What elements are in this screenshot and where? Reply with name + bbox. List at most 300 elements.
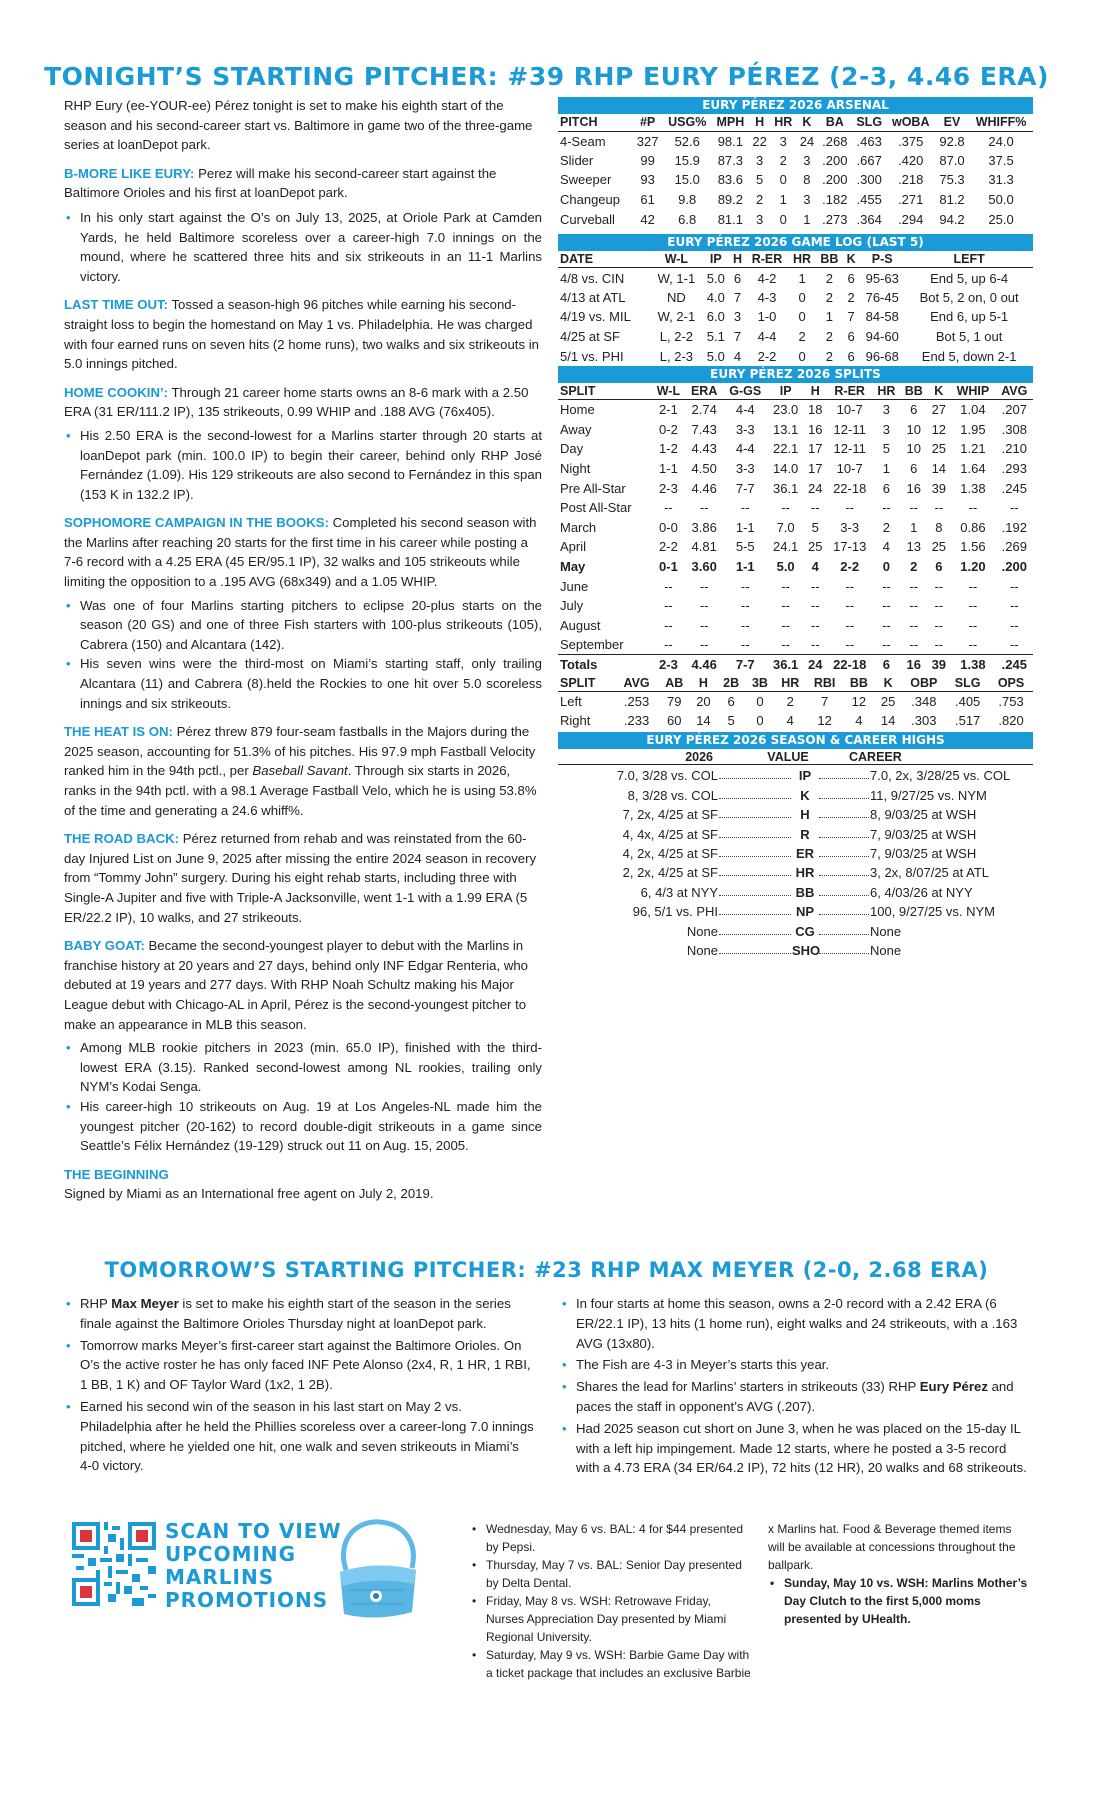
table-cell: Night (560, 461, 591, 477)
table-row (558, 439, 1033, 459)
table-cell: 2 (882, 519, 891, 535)
table-cell: .192 (1001, 519, 1027, 535)
table-cell: -- (934, 500, 944, 516)
table-cell: 14 (696, 713, 711, 729)
table-cell: Day (560, 441, 584, 457)
table-row (558, 131, 1033, 151)
table-cell: 2-3 (659, 480, 678, 496)
column-header: MPH (712, 114, 749, 131)
table-cell: 25 (931, 441, 947, 457)
table-cell: -- (664, 617, 673, 633)
splits-table (558, 383, 1033, 674)
table-cell: July (560, 598, 584, 614)
note-bullet: • Was one of four Marlins starting pitchers to eclipse 20-plus starts on the season (20 GS) and one of three Fish starters with 100-plus strikeouts (105), Cabrera (150) and Alcantara (142). (64, 596, 542, 655)
table-cell: 4 (882, 539, 891, 555)
table-cell: 22-18 (833, 480, 867, 496)
season-high: None (686, 942, 718, 958)
table-cell: 87.3 (717, 152, 744, 168)
table-row (558, 596, 1033, 616)
table-cell: 42 (640, 211, 655, 227)
table-cell: 3 (779, 133, 787, 149)
table-row (558, 190, 1033, 210)
table-cell: 4-4 (757, 329, 777, 345)
career-high: 8, 9/03/25 at WSH (870, 807, 977, 823)
table-cell: -- (845, 598, 855, 614)
table-cell: 15.0 (674, 172, 700, 188)
table-cell: W, 1-1 (657, 270, 696, 286)
tomorrow-bullet: • Shares the lead for Marlins’ starters in strikeouts (33) RHP Eury Pérez and paces the staff in opponent’s AVG (.207). (560, 1377, 1030, 1417)
column-header: 2B (717, 674, 746, 691)
table-cell: 92.8 (939, 133, 965, 149)
table-cell: .375 (898, 133, 924, 149)
table-header-row (558, 383, 1033, 400)
leader-dots (719, 825, 791, 838)
table-cell: .420 (898, 152, 924, 168)
table-cell: 2 (786, 693, 794, 709)
table-cell: 87.0 (939, 152, 965, 168)
table-cell: 1.95 (960, 421, 986, 437)
table-cell: 24 (807, 480, 823, 496)
table-cell: 4 (786, 713, 794, 729)
table-cell: 25 (807, 539, 823, 555)
stat-label: IP (798, 768, 812, 784)
table-cell: .364 (856, 211, 882, 227)
promo-item-continued[interactable]: x Marlins hat. Food & Beverage themed items will be available at concessions throughout the ballpark. (768, 1522, 1016, 1572)
table-cell: 76-45 (865, 289, 899, 305)
table-cell: .269 (1001, 539, 1027, 555)
table-cell: 4.43 (691, 441, 717, 457)
leader-dots (719, 844, 791, 857)
stat-label: H (800, 807, 810, 823)
tomorrow-notes-left (64, 1294, 534, 1478)
table-cell: 7 (733, 329, 742, 345)
table-cell: 1 (798, 270, 806, 286)
table-cell: -- (699, 617, 709, 633)
column-header: LEFT (905, 251, 1033, 268)
column-header: W-L (651, 251, 702, 268)
highs-row (558, 786, 1033, 805)
table-cell: 327 (636, 133, 659, 149)
career-high: 6, 4/03/26 at NYY (870, 884, 973, 900)
stat-label: SHO (792, 942, 821, 958)
table-cell: 6.8 (678, 211, 697, 227)
table-cell: -- (740, 578, 750, 594)
table-cell: -- (810, 598, 820, 614)
promo-item[interactable]: • Thursday, May 7 vs. BAL: Senior Day presented by Delta Dental. (470, 1556, 752, 1592)
table-cell: 12 (817, 713, 832, 729)
promo-item[interactable]: • Wednesday, May 6 vs. BAL: 4 for $44 presented by Pepsi. (470, 1520, 752, 1556)
column-header: OBP (901, 674, 946, 691)
column-header: 3B (746, 674, 775, 691)
table-cell: 17 (807, 461, 823, 477)
table-cell: 1.38 (960, 480, 986, 496)
table-cell: 4-Seam (560, 133, 606, 149)
tomorrow-title: TOMORROW’S STARTING PITCHER: #23 RHP MAX MEYER (2-0, 2.68 ERA) (104, 1258, 989, 1282)
table-cell: 7.43 (691, 421, 717, 437)
table-cell: -- (1009, 578, 1019, 594)
table-cell: -- (934, 637, 944, 653)
table-cell: 0 (779, 211, 787, 227)
table-cell: 6 (910, 402, 918, 418)
table-cell: 25 (880, 693, 896, 709)
table-row (558, 400, 1033, 420)
table-cell: W, 2-1 (657, 309, 696, 325)
table-cell: .667 (856, 152, 882, 168)
table-cell: .210 (1001, 441, 1027, 457)
column-header: G-GS (723, 383, 768, 400)
table-cell: 3 (803, 192, 811, 208)
table-cell: .348 (911, 693, 937, 709)
table-cell: 1.21 (960, 441, 986, 457)
table-cell: 81.1 (717, 211, 744, 227)
table-cell: -- (810, 578, 820, 594)
table-cell: .308 (1001, 421, 1027, 437)
leader-dots (819, 805, 869, 818)
highs-row (558, 766, 1033, 785)
table-row (558, 307, 1033, 327)
table-cell: -- (699, 598, 709, 614)
promotions-right (768, 1520, 1028, 1628)
table-cell: 4 (855, 713, 863, 729)
table-cell: 1 (803, 211, 811, 227)
table-cell: .233 (623, 713, 650, 729)
table-cell: 5.1 (706, 329, 725, 345)
table-cell: 0 (798, 289, 806, 305)
table-cell: 3.60 (691, 558, 717, 574)
table-cell: 2 (756, 192, 764, 208)
leader-dots (819, 941, 869, 954)
table-row (558, 288, 1033, 308)
table-cell: .820 (998, 713, 1024, 729)
leader-dots (819, 863, 869, 876)
table-row (558, 420, 1033, 440)
table-cell: 4.46 (691, 480, 717, 496)
scan-promotions-label[interactable]: SCAN TO VIEW UPCOMING MARLINS PROMOTIONS (165, 1519, 342, 1612)
table-cell: 14 (880, 713, 896, 729)
table-cell: -- (882, 500, 891, 516)
table-cell: 2 (825, 270, 833, 286)
table-cell: 0 (798, 309, 806, 325)
column-header: PITCH (558, 114, 633, 131)
table-cell: -- (781, 500, 790, 516)
table-cell: 83.6 (717, 172, 744, 188)
stat-label: HR (795, 865, 815, 881)
table-cell: 60 (666, 713, 682, 729)
season-high: 4, 2x, 4/25 at SF (622, 846, 718, 861)
stat-label: CG (795, 923, 815, 939)
promo-item[interactable]: • Friday, May 8 vs. WSH: Retrowave Friday, Nurses Appreciation Day presented by Miami Regional University. (470, 1592, 752, 1646)
table-cell: 37.5 (988, 152, 1014, 168)
table-cell: -- (909, 637, 919, 653)
table-cell: 4-4 (735, 402, 755, 418)
table-cell: 22-18 (827, 655, 873, 675)
table-cell: 1 (882, 461, 891, 477)
table-cell: .293 (1001, 461, 1027, 477)
table-cell: 1-1 (659, 461, 678, 477)
column-header: SLG (946, 674, 989, 691)
table-cell: .463 (856, 133, 882, 149)
table-cell: 3-3 (735, 421, 755, 437)
highs-header: 2026 VALUE CAREER (558, 749, 1033, 765)
table-cell: -- (740, 598, 750, 614)
table-cell: 6.0 (706, 309, 725, 325)
table-cell: 39 (927, 655, 950, 675)
table-cell: 16 (900, 655, 927, 675)
table-cell: 24.0 (988, 133, 1014, 149)
table-cell: .200 (822, 172, 848, 188)
table-cell: 7 (820, 693, 829, 709)
table-cell: 16 (906, 480, 921, 496)
table-cell: 96-68 (865, 348, 899, 364)
table-cell: 10 (906, 441, 921, 457)
table-cell: 2-3 (652, 655, 686, 675)
table-cell: 5 (811, 519, 819, 535)
table-cell: June (560, 578, 589, 594)
table-cell: 3 (756, 152, 764, 168)
table-row (558, 691, 1033, 711)
table-cell: 3 (882, 421, 891, 437)
leader-dots (819, 922, 869, 935)
leader-dots (819, 786, 869, 799)
table-cell: -- (934, 598, 944, 614)
season-high: 8, 3/28 vs. COL (627, 787, 718, 803)
arsenal-table (558, 114, 1033, 229)
season-high: None (686, 923, 718, 939)
career-high: 7, 9/03/25 at WSH (870, 846, 977, 861)
leader-dots (719, 883, 791, 896)
season-high: 7, 2x, 4/25 at SF (622, 807, 718, 823)
column-header: K (875, 674, 902, 691)
table-cell: 4.0 (706, 289, 725, 305)
table-cell: 6 (847, 329, 855, 345)
season-high: 7.0, 3/28 vs. COL (616, 768, 718, 784)
table-cell: -- (781, 617, 790, 633)
highs-row (558, 883, 1033, 902)
leader-dots (719, 863, 791, 876)
table-cell: 5.0 (706, 348, 725, 364)
table-cell: Totals (558, 655, 652, 675)
table-cell: 1 (910, 519, 918, 535)
table-cell: L, 2-3 (659, 348, 694, 364)
table-cell: 3-3 (735, 461, 755, 477)
column-header: SLG (852, 114, 887, 131)
table-cell: 50.0 (988, 192, 1014, 208)
table-row (558, 327, 1033, 347)
table-cell: 7 (733, 289, 742, 305)
table-cell: End 6, up 5-1 (930, 309, 1009, 325)
table-cell: -- (909, 500, 919, 516)
table-cell: .207 (1001, 402, 1027, 418)
promo-item[interactable]: • Sunday, May 10 vs. WSH: Marlins Mother’s Day Clutch to the first 5,000 moms presented by UHealth. (768, 1574, 1028, 1628)
table-cell: Left (560, 693, 582, 709)
table-cell: Home (560, 402, 595, 418)
table-cell: 2 (825, 348, 833, 364)
tomorrow-bullet: • RHP Max Meyer is set to make his eighth start of the season in the series finale against the Baltimore Orioles Thursday night at loanDepot park. (64, 1294, 534, 1334)
table-cell: 20 (696, 693, 711, 709)
table-row (558, 615, 1033, 635)
table-cell: 4-3 (757, 289, 777, 305)
table-cell: 5/1 vs. PHI (560, 348, 624, 364)
table-cell: 36.1 (772, 480, 799, 496)
arsenal-title: EURY PÉREZ 2026 ARSENAL (558, 97, 1033, 114)
table-cell: 23.0 (772, 402, 799, 418)
highs-row (558, 902, 1033, 921)
stat-label: ER (795, 846, 815, 861)
table-cell: -- (810, 637, 820, 653)
table-cell: 1-1 (735, 519, 755, 535)
table-cell: .517 (954, 713, 981, 729)
column-header: K (843, 251, 859, 268)
table-cell: 2 (847, 289, 855, 305)
column-header: DATE (558, 251, 651, 268)
table-cell: 6 (882, 480, 891, 496)
table-cell: 1.20 (960, 558, 986, 574)
table-cell: 6 (910, 461, 918, 477)
table-cell: 84-58 (865, 309, 899, 325)
table-cell: 61 (640, 192, 655, 208)
table-cell: Slider (560, 152, 594, 168)
splits-title: EURY PÉREZ 2026 SPLITS (558, 366, 1033, 383)
highs-list (558, 766, 1033, 960)
table-cell: -- (845, 500, 855, 516)
tomorrow-notes-right (560, 1294, 1030, 1480)
table-cell: 12 (931, 421, 947, 437)
tomorrow-bullet: • The Fish are 4-3 in Meyer’s starts this year. (560, 1355, 1030, 1375)
table-cell: .271 (898, 192, 924, 208)
table-cell: L, 2-2 (659, 329, 694, 345)
tomorrow-bullet: • Tomorrow marks Meyer’s first-career start against the Baltimore Orioles. On O’s the active roster he has only faced INF Pete Alonso (2x4, R, 1 HR, 1 RBI, 1 BB, 1 K) and OF Taylor Ward (1x2, 1 2B). (64, 1336, 534, 1395)
table-cell: 12-11 (833, 441, 866, 457)
table-cell: 16 (807, 421, 823, 437)
column-header: H (729, 251, 745, 268)
table-cell: 98.1 (717, 133, 744, 149)
table-cell: 22.1 (772, 441, 799, 457)
promo-item[interactable]: • Saturday, May 9 vs. WSH: Barbie Game Day with a ticket package that includes an exclusive Barbie (470, 1646, 752, 1682)
stat-label: BB (795, 884, 815, 900)
table-row (558, 498, 1033, 518)
table-cell: 4/25 at SF (560, 329, 620, 345)
column-header: USG% (663, 114, 712, 131)
column-header: HR (788, 251, 815, 268)
table-cell: 25 (931, 539, 947, 555)
table-cell: 25.0 (988, 211, 1014, 227)
tonight-title: TONIGHT’S STARTING PITCHER: #39 RHP EURY PÉREZ (2-3, 4.46 ERA) (44, 62, 1049, 91)
table-cell: .253 (623, 693, 650, 709)
career-high: 7.0, 2x, 3/28/25 vs. COL (870, 768, 1011, 784)
table-cell: -- (968, 578, 978, 594)
season-high: 6, 4/3 at NYY (640, 884, 718, 900)
table-cell: 1-1 (735, 558, 755, 574)
column-header: K (927, 383, 950, 400)
table-cell: -- (740, 617, 750, 633)
table-cell: Right (560, 713, 591, 729)
table-cell: 8 (935, 519, 943, 535)
table-cell: 5 (882, 441, 891, 457)
table-cell: 4 (733, 348, 742, 364)
table-cell: -- (909, 578, 919, 594)
table-cell: 7-7 (723, 655, 768, 675)
table-cell: 27 (931, 402, 947, 418)
table-cell: 18 (807, 402, 823, 418)
column-header: H (749, 114, 771, 131)
column-header: BB (816, 251, 843, 268)
highs-row (558, 844, 1033, 863)
table-cell: 2 (779, 152, 787, 168)
leader-dots (819, 883, 869, 896)
table-cell: April (560, 539, 587, 555)
table-cell: -- (1009, 598, 1019, 614)
table-cell: -- (845, 617, 855, 633)
table-cell: 17 (807, 441, 823, 457)
table-cell: 0 (798, 348, 806, 364)
column-header: BB (900, 383, 927, 400)
table-cell: -- (699, 500, 709, 516)
table-cell: .273 (822, 211, 848, 227)
note-baby-goat: BABY GOAT: Became the second-youngest player to debut with the Marlins in franchise history at 20 years and 27 days, behind only INF Edgar Renteria, who debuted at 19 years and 277 days. With RHP Noah Schultz making his Major League debut with Chicago-AL in April, Pérez is the second-youngest pitcher to make an appearance in MLB this season. (64, 938, 529, 1032)
note-sophomore: SOPHOMORE CAMPAIGN IN THE BOOKS: Completed his second season with the Marlins after reaching 20 starts for the first time in his career while posting a 7-6 record with a 4.25 ERA (45 ER/95.1 IP), 32 walks and 105 strikeouts while limiting the opposition to a .195 AVG (68x349) and a 1.05 WHIP. (64, 515, 537, 590)
table-row (558, 170, 1033, 190)
table-cell: 2 (798, 329, 806, 345)
leader-dots (819, 766, 869, 779)
table-cell: 3.86 (691, 519, 717, 535)
career-high: 100, 9/27/25 vs. NYM (870, 904, 996, 920)
table-cell: 0 (756, 693, 764, 709)
table-cell: 24 (799, 133, 815, 149)
table-cell: 5-5 (735, 539, 755, 555)
table-cell: 6 (847, 270, 855, 286)
table-cell: 5 (727, 713, 735, 729)
column-header: RBI (806, 674, 843, 691)
table-cell: End 5, down 2-1 (921, 348, 1017, 364)
table-cell: 0.86 (960, 519, 986, 535)
table-cell: -- (810, 500, 820, 516)
stat-label: NP (795, 904, 815, 920)
leader-dots (819, 825, 869, 838)
table-cell: 0-2 (659, 421, 678, 437)
tonight-notes (64, 96, 542, 1213)
table-cell: 4.46 (685, 655, 723, 675)
note-bullet: • His seven wins were the third-most on Miami’s starting staff, only trailing Alcantara (11) and Cabrera (8).held the Rockies to one hit over 5.0 scoreless innings and six strikeouts. (64, 654, 542, 713)
table-cell: 1.38 (950, 655, 995, 675)
table-cell: -- (1009, 637, 1019, 653)
table-cell: 3 (882, 402, 891, 418)
column-header: #P (633, 114, 663, 131)
table-cell: -- (882, 617, 891, 633)
table-cell: 24 (804, 655, 827, 675)
intro-paragraph: RHP Eury (ee-YOUR-ee) Pérez tonight is set to make his eighth start of the season and his second-career start vs. Baltimore in game two of the three-game series at loanDepot park. (64, 98, 533, 153)
table-cell: 5.0 (706, 270, 725, 286)
column-header: ERA (685, 383, 723, 400)
column-header: HR (770, 114, 796, 131)
qr-code-icon[interactable] (72, 1522, 156, 1606)
table-row (558, 268, 1033, 288)
table-cell: .303 (911, 713, 937, 729)
table-cell: 1.56 (960, 539, 986, 555)
column-header: SPLIT (558, 383, 652, 400)
table-cell: 1 (779, 192, 787, 208)
column-header: AB (658, 674, 690, 691)
table-cell: 12 (851, 693, 867, 709)
season-high: 2, 2x, 4/25 at SF (622, 865, 718, 881)
table-cell: 2-2 (840, 558, 860, 574)
table-cell: -- (1009, 617, 1019, 633)
table-cell: 93 (640, 172, 655, 188)
table-cell: .245 (1001, 480, 1027, 496)
table-cell: 4-4 (735, 441, 755, 457)
column-header: SPLIT (558, 674, 615, 691)
season-high: 96, 5/1 vs. PHI (632, 904, 718, 920)
column-header: HR (873, 383, 900, 400)
